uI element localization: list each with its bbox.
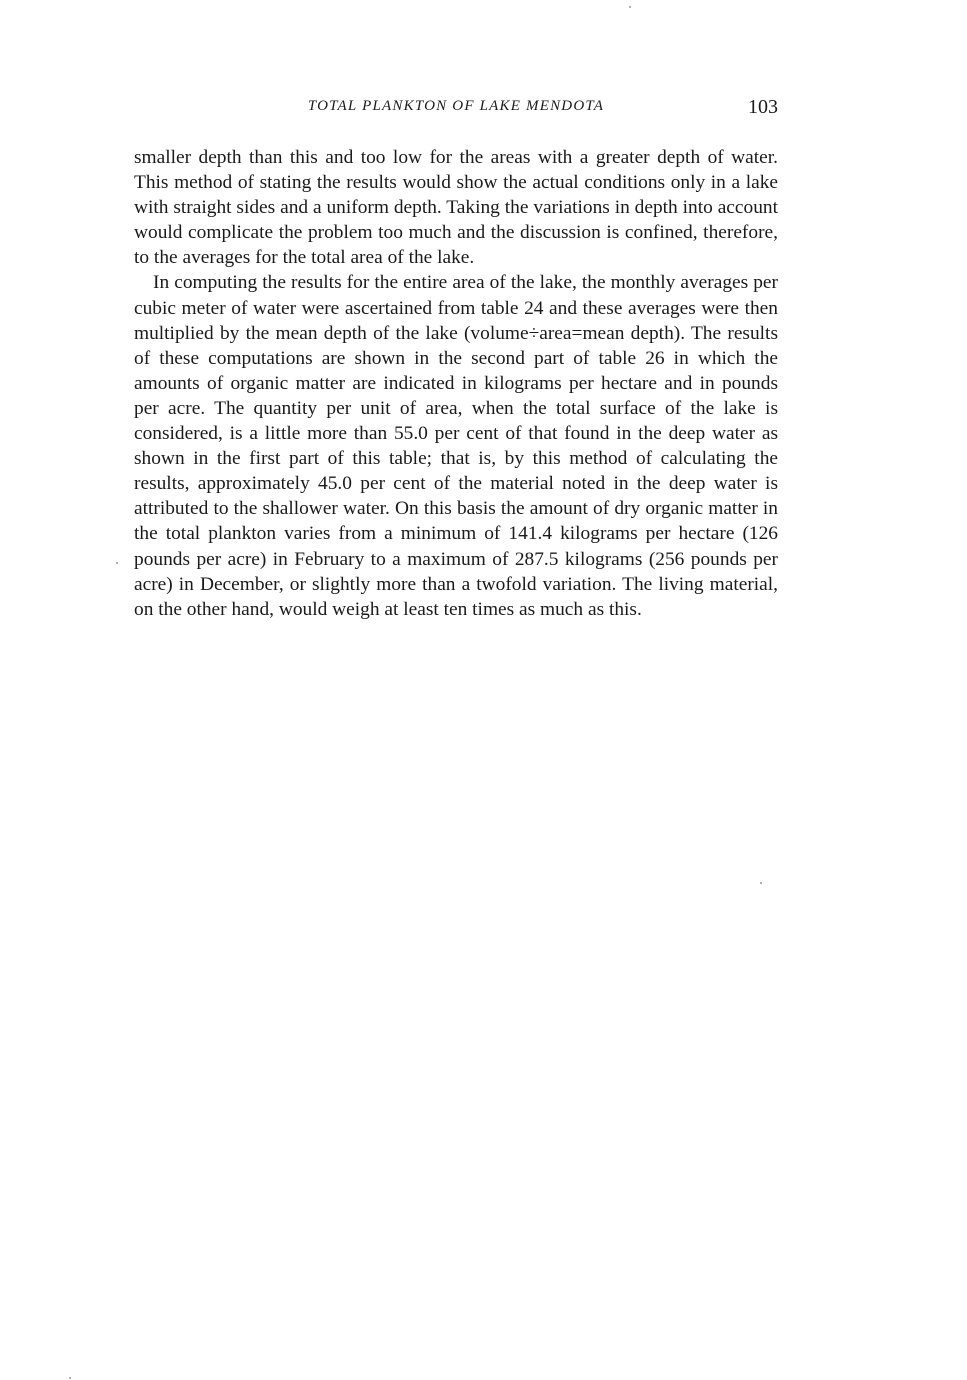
paragraph-continued: smaller depth than this and too low for the areas with a greater depth of water. This method of stating the results would show the actual conditions only in a lake with straight sides and a uniform depth. Taking the variations in depth into account would complicate the problem too much and the discussion is confined, therefore, to the averages for the total area of the lake. bbox=[134, 147, 778, 269]
page-number: 103 bbox=[748, 96, 778, 118]
scan-speck bbox=[69, 1377, 71, 1379]
scan-speck bbox=[629, 6, 631, 8]
scan-speck bbox=[760, 882, 762, 884]
running-title: TOTAL PLANKTON OF LAKE MENDOTA bbox=[307, 98, 605, 114]
scan-speck bbox=[116, 562, 118, 564]
paragraph-computing-results: In computing the results for the entire area of the lake, the monthly averages per cubic meter of water were ascertained from table 24 and these averages were then multiplied by the mean depth of the lake (volume÷area=mean depth). The results of these computations are shown in the second part of table 26 in which the amounts of organic matter are indicated in kilograms per hectare and in pounds per acre. The quantity per unit of area, when the total surface of the lake is considered, is a little more than 55.0 per cent of that found in the deep water as shown in the first part of this table; that is, by this method of calculating the results, approximately 45.0 per cent of the material noted in the deep water is attributed to the shallower water. On this basis the amount of dry organic matter in the total plankton varies from a minimum of 141.4 kilograms per hectare (126 pounds per acre) in February to a maximum of 287.5 kilograms (256 pounds per acre) in December, or slightly more than a twofold variation. The living material, on the other hand, would weigh at least ten times as much as this. bbox=[134, 272, 778, 620]
running-head bbox=[134, 96, 778, 124]
body-text bbox=[134, 145, 778, 622]
